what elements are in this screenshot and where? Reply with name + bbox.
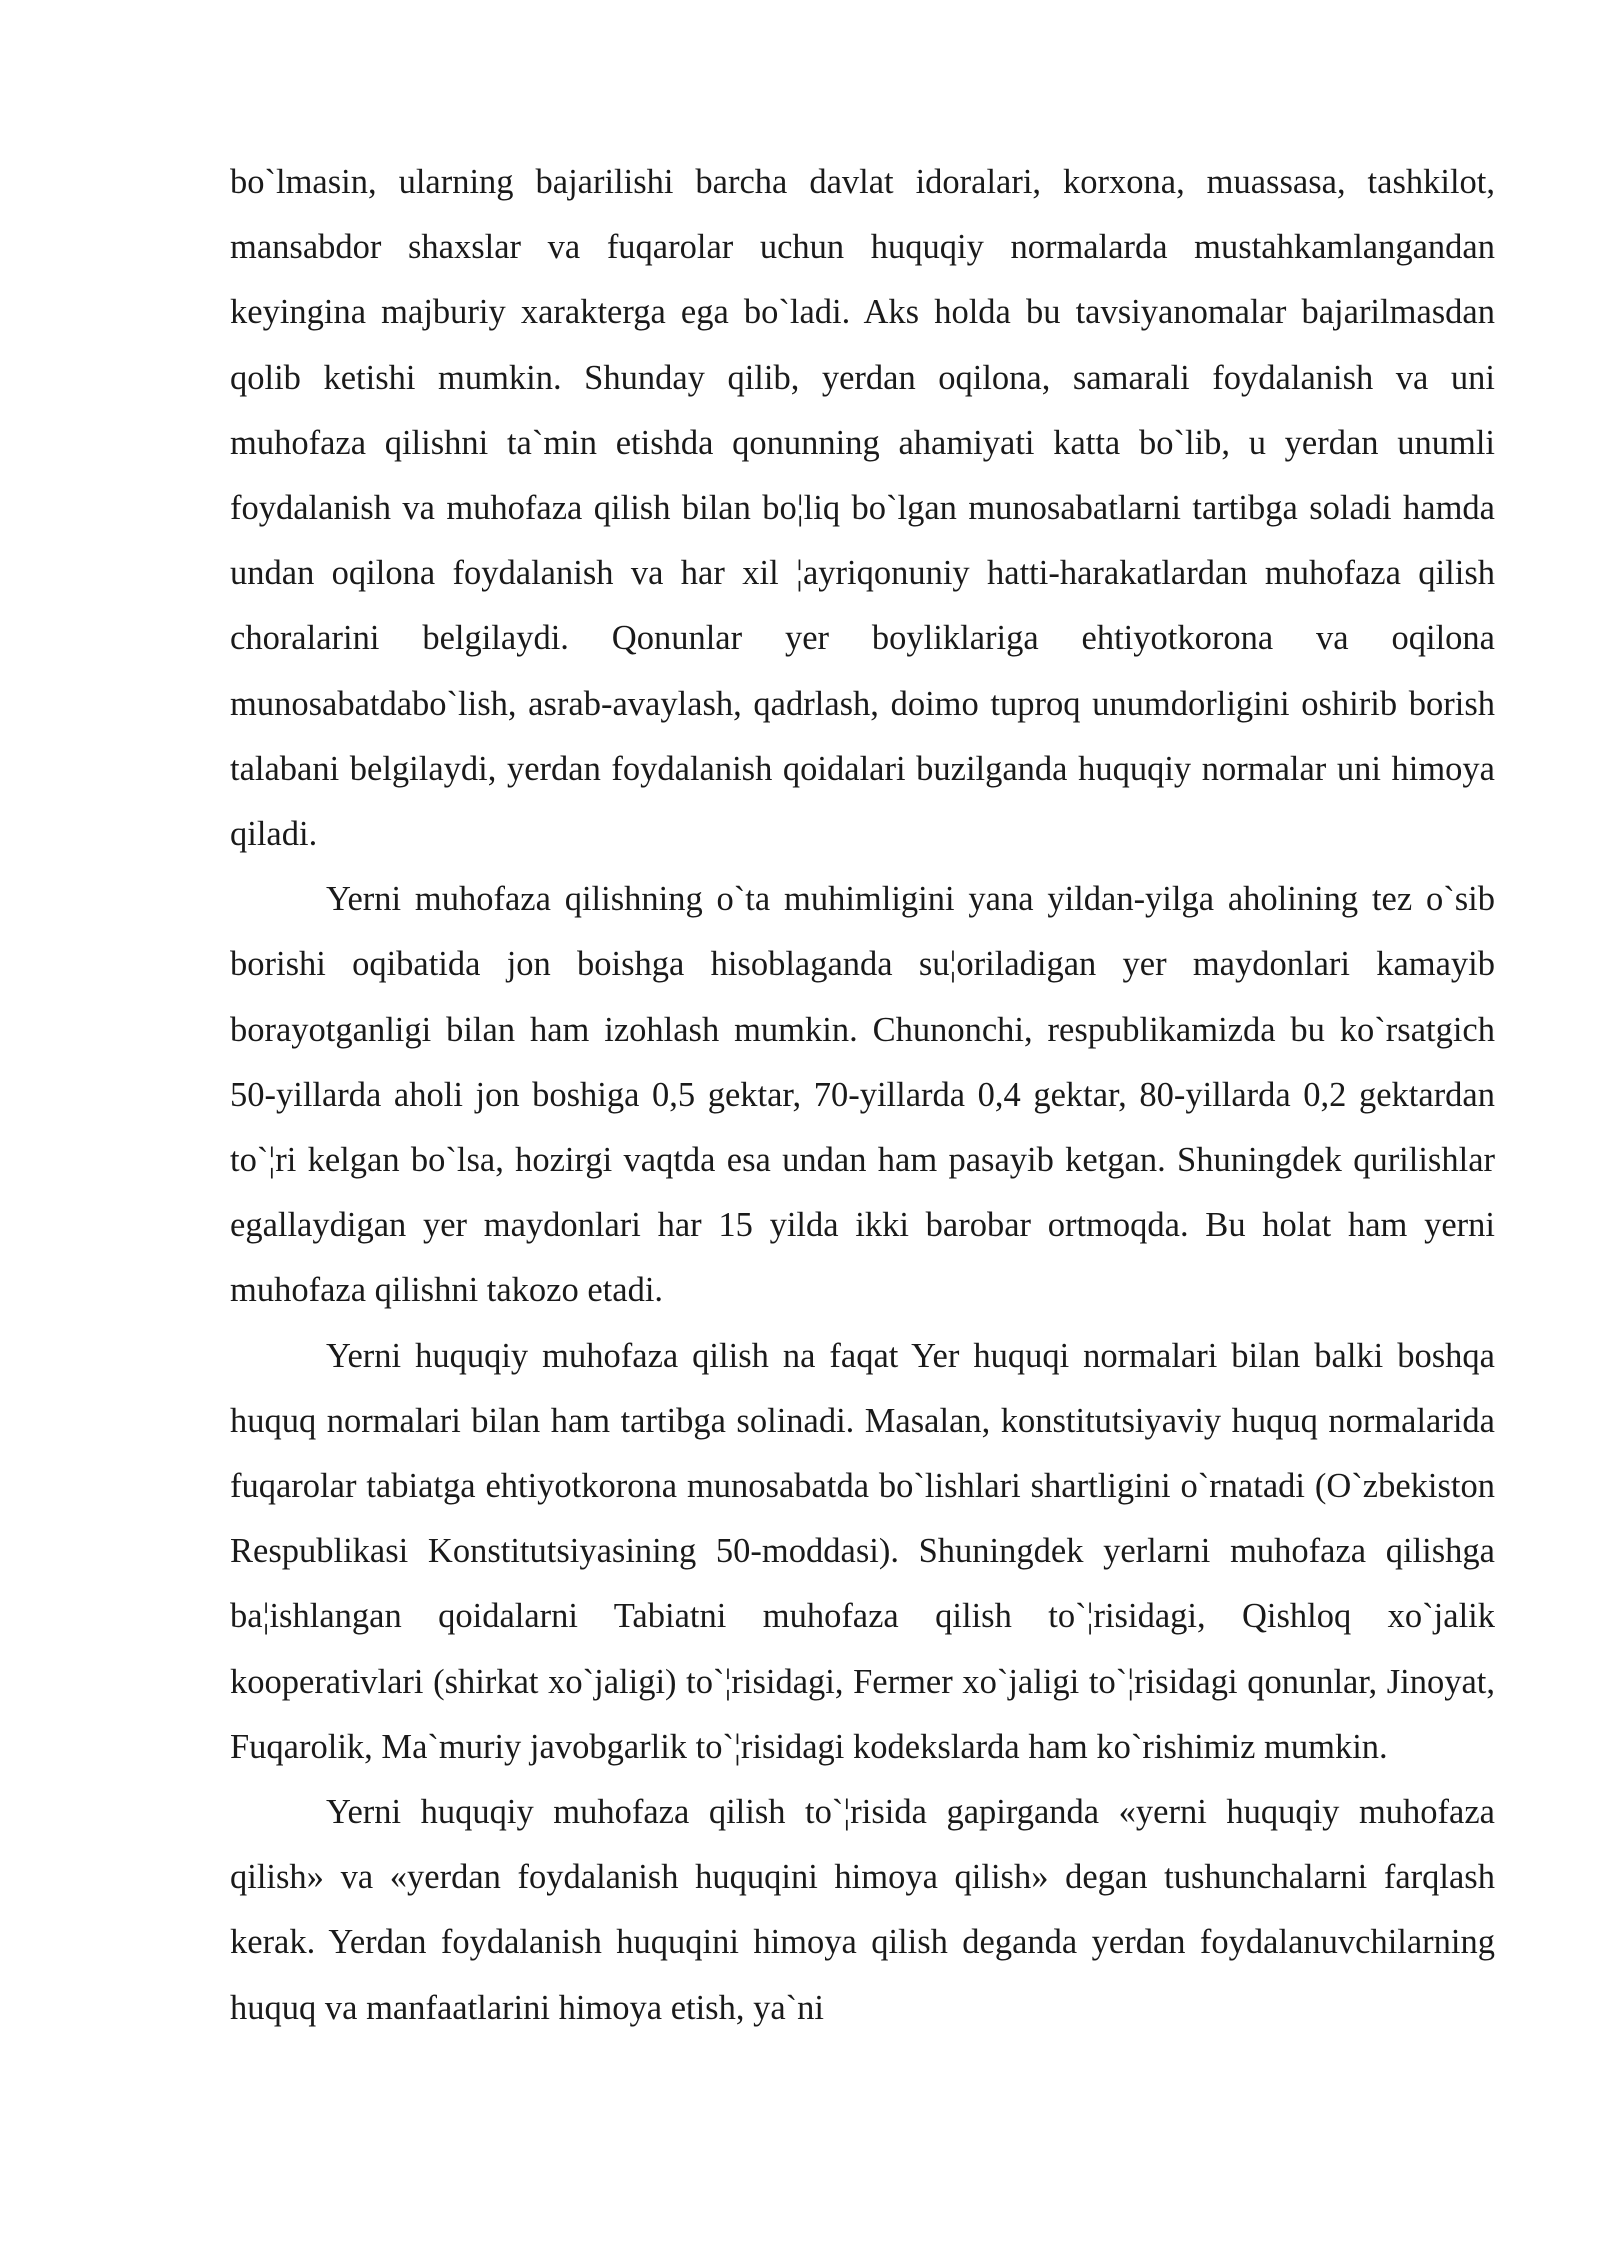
paragraph-4: Yerni huquqiy muhofaza qilish to`¦risida gapirganda «yerni huquqiy muhofaza qilish» va «yerdan foydalanish huquqini himoya qilish» degan tushunchalarni farqlash kerak. Yerdan foydalanish huquqini himoya qilish deganda yerdan foydalanuvchilarning huquq va manfaatlarini himoya etish, ya`ni (230, 1793, 1495, 2027)
document-page (230, 150, 1495, 2041)
paragraph-2: Yerni muhofaza qilishning o`ta muhimligini yana yildan-yilga aholining tez o`sib borishi oqibatida jon boishga hisoblaganda su¦oriladigan yer maydonlari kamayib borayotganligi bilan ham izohlash mumkin. Chunonchi, respublikamizda bu ko`rsatgich 50-yillarda aholi jon boshiga 0,5 gektar, 70-yillarda 0,4 gektar, 80-yillarda 0,2 gektardan to`¦ri kelgan bo`lsa, hozirgi vaqtda esa undan ham pasayib ketgan. Shuningdek qurilishlar egallaydigan yer maydonlari har 15 yilda ikki barobar ortmoqda. Bu holat ham yerni muhofaza qilishni takozo etadi. (230, 880, 1495, 1310)
paragraph-3: Yerni huquqiy muhofaza qilish na faqat Yer huquqi normalari bilan balki boshqa huquq normalari bilan ham tartibga solinadi. Masalan, konstitutsiyaviy huquq normalarida fuqarolar tabiatga ehtiyotkorona munosabatda bo`lishlari shartligini o`rnatadi (O`zbekiston Respublikasi Konstitutsiyasining 50-moddasi). Shuningdek yerlarni muhofaza qilishga ba¦ishlangan qoidalarni Tabiatni muhofaza qilish to`¦risidagi, Qishloq xo`jalik kooperativlari (shirkat xo`jaligi) to`¦risidagi, Fermer xo`jaligi to`¦risidagi qonunlar, Jinoyat, Fuqarolik, Ma`muriy javobgarlik to`¦risidagi kodekslarda ham ko`rishimiz mumkin. (230, 1336, 1495, 1766)
paragraph-1: bo`lmasin, ularning bajarilishi barcha davlat idoralari, korxona, muassasa, tashkilot, mansabdor shaxslar va fuqarolar uchun huquqiy normalarda mustahkamlangandan keyingina majburiy xarakterga ega bo`ladi. Aks holda bu tavsiyanomalar bajarilmasdan qolib ketishi mumkin. Shunday qilib, yerdan oqilona, samarali foydalanish va uni muhofaza qilishni ta`min etishda qonunning ahamiyati katta bo`lib, u yerdan unumli foydalanish va muhofaza qilish bilan bo¦liq bo`lgan munosabatlarni tartibga soladi hamda undan oqilona foydalanish va har xil ¦ayriqonuniy hatti-harakatlardan muhofaza qilish choralarini belgilaydi. Qonunlar yer boyliklariga ehtiyotkorona va oqilona munosabatdabo`lish, asrab-avaylash, qadrlash, doimo tuproq unumdorligini oshirib borish talabani belgilaydi, yerdan foydalanish qoidalari buzilganda huquqiy normalar uni himoya qiladi. (230, 163, 1495, 854)
